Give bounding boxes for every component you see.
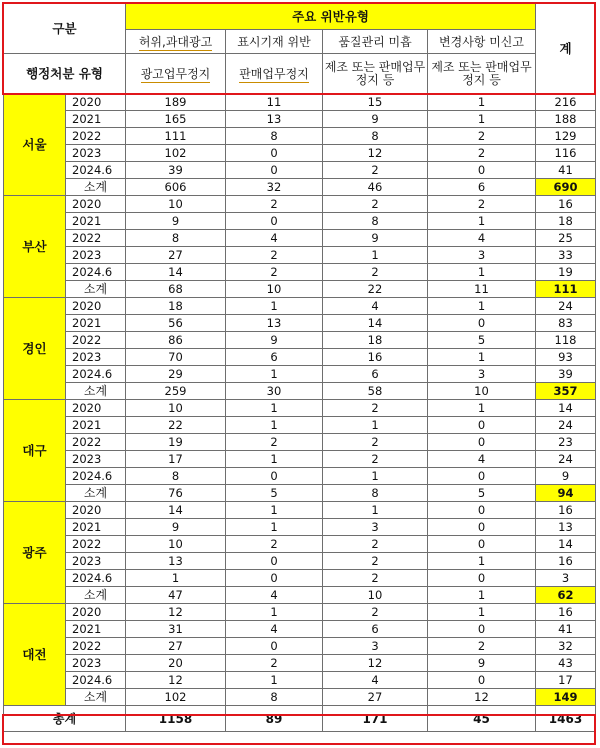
value-cell: 1 <box>226 417 323 434</box>
header-cat-2-bottom: 판매업무정지 <box>226 54 323 94</box>
value-cell: 0 <box>226 570 323 587</box>
row-total-cell: 39 <box>536 366 596 383</box>
value-cell: 70 <box>126 349 226 366</box>
value-cell: 102 <box>126 689 226 706</box>
header-admin-type: 행정처분 유형 <box>4 54 126 94</box>
value-cell: 12 <box>323 655 428 672</box>
value-cell: 12 <box>126 604 226 621</box>
grand-total-cell: 1158 <box>126 706 226 732</box>
value-cell: 4 <box>226 230 323 247</box>
value-cell: 46 <box>323 179 428 196</box>
value-cell: 1 <box>323 417 428 434</box>
value-cell: 2 <box>428 638 536 655</box>
row-total-cell: 24 <box>536 298 596 315</box>
value-cell: 165 <box>126 111 226 128</box>
value-cell: 17 <box>126 451 226 468</box>
value-cell: 0 <box>226 468 323 485</box>
subtotal-label: 소계 <box>66 587 126 604</box>
row-total-cell: 83 <box>536 315 596 332</box>
value-cell: 12 <box>428 689 536 706</box>
violation-stats-table <box>3 3 596 732</box>
row-total-cell: 14 <box>536 536 596 553</box>
subtotal-total-cell: 690 <box>536 179 596 196</box>
table-row <box>4 128 596 145</box>
value-cell: 13 <box>126 553 226 570</box>
row-total-cell: 33 <box>536 247 596 264</box>
value-cell: 18 <box>323 332 428 349</box>
year-cell: 2024.6 <box>66 162 126 179</box>
value-cell: 259 <box>126 383 226 400</box>
subtotal-total-cell: 111 <box>536 281 596 298</box>
header-cat-4-top: 변경사항 미신고 <box>428 30 536 54</box>
value-cell: 1 <box>428 349 536 366</box>
year-cell: 2020 <box>66 298 126 315</box>
value-cell: 27 <box>126 638 226 655</box>
region-label: 광주 <box>4 502 66 604</box>
table-row <box>4 502 596 519</box>
value-cell: 102 <box>126 145 226 162</box>
value-cell: 30 <box>226 383 323 400</box>
value-cell: 9 <box>126 213 226 230</box>
header-cat-3-bottom: 제조 또는 판매업무정지 등 <box>323 54 428 94</box>
value-cell: 2 <box>428 145 536 162</box>
value-cell: 19 <box>126 434 226 451</box>
value-cell: 0 <box>226 638 323 655</box>
row-total-cell: 188 <box>536 111 596 128</box>
value-cell: 1 <box>428 94 536 111</box>
year-cell: 2023 <box>66 553 126 570</box>
subtotal-row <box>4 587 596 604</box>
value-cell: 86 <box>126 332 226 349</box>
value-cell: 0 <box>226 553 323 570</box>
value-cell: 58 <box>323 383 428 400</box>
year-cell: 2021 <box>66 519 126 536</box>
subtotal-label: 소계 <box>66 383 126 400</box>
value-cell: 1 <box>428 111 536 128</box>
header-cat-3-top: 품질관리 미흡 <box>323 30 428 54</box>
table-row <box>4 468 596 485</box>
row-total-cell: 9 <box>536 468 596 485</box>
subtotal-total-cell: 149 <box>536 689 596 706</box>
region-label: 대전 <box>4 604 66 706</box>
value-cell: 1 <box>226 298 323 315</box>
row-total-cell: 118 <box>536 332 596 349</box>
subtotal-row <box>4 689 596 706</box>
year-cell: 2020 <box>66 94 126 111</box>
value-cell: 5 <box>428 485 536 502</box>
value-cell: 12 <box>323 145 428 162</box>
value-cell: 1 <box>226 400 323 417</box>
subtotal-row <box>4 179 596 196</box>
value-cell: 8 <box>226 689 323 706</box>
year-cell: 2020 <box>66 196 126 213</box>
value-cell: 3 <box>323 519 428 536</box>
grand-total-label: 총계 <box>4 706 126 732</box>
year-cell: 2023 <box>66 145 126 162</box>
value-cell: 2 <box>323 604 428 621</box>
value-cell: 111 <box>126 128 226 145</box>
grand-total-cell: 171 <box>323 706 428 732</box>
region-label: 서울 <box>4 94 66 196</box>
table-row <box>4 417 596 434</box>
value-cell: 0 <box>428 417 536 434</box>
row-total-cell: 13 <box>536 519 596 536</box>
row-total-cell: 216 <box>536 94 596 111</box>
value-cell: 1 <box>226 366 323 383</box>
row-total-cell: 3 <box>536 570 596 587</box>
value-cell: 4 <box>226 587 323 604</box>
region-label: 대구 <box>4 400 66 502</box>
value-cell: 14 <box>126 502 226 519</box>
value-cell: 18 <box>126 298 226 315</box>
table-row <box>4 366 596 383</box>
subtotal-total-cell: 62 <box>536 587 596 604</box>
value-cell: 2 <box>226 434 323 451</box>
value-cell: 10 <box>226 281 323 298</box>
grand-total-sum: 1463 <box>536 706 596 732</box>
year-cell: 2023 <box>66 451 126 468</box>
value-cell: 12 <box>126 672 226 689</box>
value-cell: 22 <box>126 417 226 434</box>
value-cell: 47 <box>126 587 226 604</box>
year-cell: 2022 <box>66 128 126 145</box>
row-total-cell: 24 <box>536 417 596 434</box>
table-row <box>4 519 596 536</box>
value-cell: 9 <box>428 655 536 672</box>
value-cell: 2 <box>323 196 428 213</box>
subtotal-label: 소계 <box>66 689 126 706</box>
table-body <box>4 94 596 706</box>
value-cell: 2 <box>226 264 323 281</box>
value-cell: 1 <box>428 264 536 281</box>
row-total-cell: 16 <box>536 196 596 213</box>
year-cell: 2021 <box>66 417 126 434</box>
row-total-cell: 14 <box>536 400 596 417</box>
value-cell: 8 <box>323 213 428 230</box>
table-row <box>4 145 596 162</box>
value-cell: 14 <box>323 315 428 332</box>
year-cell: 2024.6 <box>66 468 126 485</box>
year-cell: 2022 <box>66 332 126 349</box>
row-total-cell: 19 <box>536 264 596 281</box>
value-cell: 1 <box>428 400 536 417</box>
year-cell: 2024.6 <box>66 570 126 587</box>
value-cell: 2 <box>323 264 428 281</box>
value-cell: 10 <box>126 400 226 417</box>
value-cell: 0 <box>428 570 536 587</box>
value-cell: 0 <box>428 315 536 332</box>
table-row <box>4 264 596 281</box>
value-cell: 5 <box>226 485 323 502</box>
value-cell: 11 <box>428 281 536 298</box>
value-cell: 2 <box>323 400 428 417</box>
value-cell: 13 <box>226 111 323 128</box>
subtotal-total-cell: 357 <box>536 383 596 400</box>
value-cell: 10 <box>126 196 226 213</box>
value-cell: 2 <box>323 570 428 587</box>
value-cell: 189 <box>126 94 226 111</box>
value-cell: 3 <box>428 366 536 383</box>
value-cell: 606 <box>126 179 226 196</box>
header-cat-1-top: 허위,과대광고 <box>126 30 226 54</box>
value-cell: 39 <box>126 162 226 179</box>
value-cell: 2 <box>226 655 323 672</box>
header-main-type: 주요 위반유형 <box>126 4 536 30</box>
value-cell: 9 <box>323 230 428 247</box>
value-cell: 8 <box>126 468 226 485</box>
value-cell: 2 <box>323 434 428 451</box>
header-cat-1-bottom: 광고업무정지 <box>126 54 226 94</box>
row-total-cell: 32 <box>536 638 596 655</box>
value-cell: 32 <box>226 179 323 196</box>
row-total-cell: 129 <box>536 128 596 145</box>
table-row <box>4 247 596 264</box>
value-cell: 0 <box>428 434 536 451</box>
table-row <box>4 655 596 672</box>
table-row <box>4 315 596 332</box>
value-cell: 1 <box>226 502 323 519</box>
table-row <box>4 162 596 179</box>
year-cell: 2021 <box>66 315 126 332</box>
year-cell: 2024.6 <box>66 672 126 689</box>
row-total-cell: 17 <box>536 672 596 689</box>
subtotal-label: 소계 <box>66 485 126 502</box>
table-row <box>4 400 596 417</box>
subtotal-row <box>4 281 596 298</box>
row-total-cell: 43 <box>536 655 596 672</box>
value-cell: 0 <box>226 162 323 179</box>
table-row <box>4 604 596 621</box>
value-cell: 9 <box>323 111 428 128</box>
grand-total-row <box>4 706 596 732</box>
table-row <box>4 349 596 366</box>
year-cell: 2021 <box>66 213 126 230</box>
value-cell: 56 <box>126 315 226 332</box>
table-row <box>4 570 596 587</box>
year-cell: 2023 <box>66 247 126 264</box>
value-cell: 0 <box>428 502 536 519</box>
value-cell: 6 <box>226 349 323 366</box>
value-cell: 10 <box>323 587 428 604</box>
row-total-cell: 16 <box>536 502 596 519</box>
value-cell: 1 <box>126 570 226 587</box>
value-cell: 2 <box>323 451 428 468</box>
subtotal-label: 소계 <box>66 281 126 298</box>
value-cell: 2 <box>428 196 536 213</box>
row-total-cell: 23 <box>536 434 596 451</box>
value-cell: 1 <box>226 604 323 621</box>
value-cell: 10 <box>428 383 536 400</box>
region-label: 부산 <box>4 196 66 298</box>
value-cell: 3 <box>428 247 536 264</box>
year-cell: 2020 <box>66 502 126 519</box>
value-cell: 68 <box>126 281 226 298</box>
value-cell: 11 <box>226 94 323 111</box>
value-cell: 4 <box>428 451 536 468</box>
value-cell: 29 <box>126 366 226 383</box>
year-cell: 2021 <box>66 111 126 128</box>
value-cell: 8 <box>323 128 428 145</box>
value-cell: 3 <box>323 638 428 655</box>
header-cat-4-bottom: 제조 또는 판매업무정지 등 <box>428 54 536 94</box>
value-cell: 2 <box>323 553 428 570</box>
row-total-cell: 93 <box>536 349 596 366</box>
table-row <box>4 451 596 468</box>
subtotal-row <box>4 485 596 502</box>
value-cell: 0 <box>428 621 536 638</box>
year-cell: 2023 <box>66 349 126 366</box>
row-total-cell: 16 <box>536 604 596 621</box>
value-cell: 22 <box>323 281 428 298</box>
value-cell: 1 <box>323 247 428 264</box>
subtotal-row <box>4 383 596 400</box>
value-cell: 13 <box>226 315 323 332</box>
table-row <box>4 672 596 689</box>
value-cell: 16 <box>323 349 428 366</box>
header-cat-2-top: 표시기재 위반 <box>226 30 323 54</box>
value-cell: 1 <box>428 604 536 621</box>
subtotal-label: 소계 <box>66 179 126 196</box>
year-cell: 2020 <box>66 604 126 621</box>
value-cell: 1 <box>428 213 536 230</box>
value-cell: 6 <box>323 366 428 383</box>
value-cell: 1 <box>323 468 428 485</box>
table-row <box>4 638 596 655</box>
table-row <box>4 196 596 213</box>
value-cell: 14 <box>126 264 226 281</box>
year-cell: 2024.6 <box>66 366 126 383</box>
value-cell: 2 <box>226 247 323 264</box>
row-total-cell: 41 <box>536 621 596 638</box>
value-cell: 20 <box>126 655 226 672</box>
value-cell: 2 <box>323 162 428 179</box>
value-cell: 5 <box>428 332 536 349</box>
value-cell: 8 <box>126 230 226 247</box>
table-row <box>4 298 596 315</box>
table-row <box>4 332 596 349</box>
year-cell: 2022 <box>66 230 126 247</box>
value-cell: 2 <box>226 196 323 213</box>
year-cell: 2024.6 <box>66 264 126 281</box>
row-total-cell: 116 <box>536 145 596 162</box>
value-cell: 0 <box>428 536 536 553</box>
header-gubun: 구분 <box>4 4 126 54</box>
value-cell: 0 <box>428 468 536 485</box>
value-cell: 4 <box>428 230 536 247</box>
table-row <box>4 94 596 111</box>
grand-total-cell: 89 <box>226 706 323 732</box>
value-cell: 4 <box>323 672 428 689</box>
value-cell: 6 <box>323 621 428 638</box>
value-cell: 1 <box>428 298 536 315</box>
value-cell: 76 <box>126 485 226 502</box>
year-cell: 2022 <box>66 434 126 451</box>
table-row <box>4 111 596 128</box>
value-cell: 1 <box>428 587 536 604</box>
value-cell: 1 <box>323 502 428 519</box>
year-cell: 2022 <box>66 638 126 655</box>
value-cell: 4 <box>323 298 428 315</box>
subtotal-total-cell: 94 <box>536 485 596 502</box>
value-cell: 1 <box>226 519 323 536</box>
value-cell: 0 <box>428 672 536 689</box>
value-cell: 1 <box>428 553 536 570</box>
value-cell: 6 <box>428 179 536 196</box>
grand-total-cell: 45 <box>428 706 536 732</box>
value-cell: 0 <box>226 213 323 230</box>
year-cell: 2021 <box>66 621 126 638</box>
value-cell: 0 <box>226 145 323 162</box>
value-cell: 27 <box>323 689 428 706</box>
value-cell: 2 <box>428 128 536 145</box>
year-cell: 2020 <box>66 400 126 417</box>
row-total-cell: 25 <box>536 230 596 247</box>
value-cell: 8 <box>226 128 323 145</box>
table-row <box>4 230 596 247</box>
table-row <box>4 536 596 553</box>
row-total-cell: 41 <box>536 162 596 179</box>
value-cell: 1 <box>226 672 323 689</box>
row-total-cell: 24 <box>536 451 596 468</box>
value-cell: 1 <box>226 451 323 468</box>
year-cell: 2023 <box>66 655 126 672</box>
region-label: 경인 <box>4 298 66 400</box>
table-row <box>4 621 596 638</box>
header-total: 계 <box>536 4 596 94</box>
value-cell: 15 <box>323 94 428 111</box>
row-total-cell: 16 <box>536 553 596 570</box>
table-row <box>4 213 596 230</box>
value-cell: 2 <box>226 536 323 553</box>
value-cell: 9 <box>126 519 226 536</box>
year-cell: 2022 <box>66 536 126 553</box>
value-cell: 0 <box>428 519 536 536</box>
value-cell: 2 <box>323 536 428 553</box>
value-cell: 10 <box>126 536 226 553</box>
row-total-cell: 18 <box>536 213 596 230</box>
table-row <box>4 553 596 570</box>
value-cell: 9 <box>226 332 323 349</box>
value-cell: 8 <box>323 485 428 502</box>
value-cell: 4 <box>226 621 323 638</box>
value-cell: 31 <box>126 621 226 638</box>
table-row <box>4 434 596 451</box>
value-cell: 27 <box>126 247 226 264</box>
value-cell: 0 <box>428 162 536 179</box>
